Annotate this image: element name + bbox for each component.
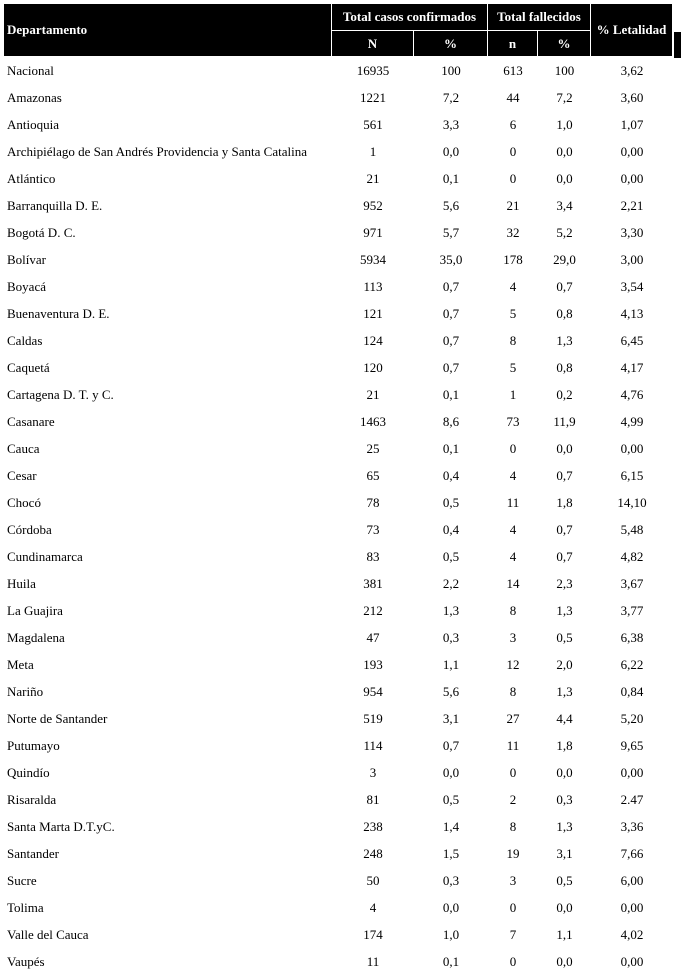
- cell-letalidad: 2.47: [620, 791, 644, 807]
- cell-fallecidos-n: 27: [506, 710, 520, 726]
- header-total-casos: Total casos confirmados: [332, 4, 488, 31]
- cell-casos-pct: 100: [441, 62, 461, 78]
- cell-departamento: Cartagena D. T. y C.: [7, 386, 114, 402]
- cell-fallecidos-n: 4: [509, 548, 517, 564]
- cell-fallecidos-n: 32: [506, 224, 520, 240]
- letalidad-table: [4, 4, 673, 975]
- cell-casos-n: 113: [363, 278, 383, 294]
- cell-casos-pct: 0,5: [442, 548, 460, 564]
- cell-letalidad: 5,20: [620, 710, 644, 726]
- subheader-casos-n: N: [332, 31, 414, 57]
- table-row: [4, 84, 673, 111]
- cell-fallecidos-n: 11: [506, 494, 520, 510]
- cell-fallecidos-n: 4: [509, 521, 517, 537]
- cell-fallecidos-pct: 1,3: [556, 602, 573, 618]
- cell-fallecidos-pct: 0,5: [556, 872, 573, 888]
- cell-fallecidos-pct: 0,0: [556, 899, 573, 915]
- cell-fallecidos-pct: 3,4: [556, 197, 573, 213]
- cell-departamento: Vaupés: [7, 953, 45, 969]
- cell-fallecidos-n: 0: [509, 899, 517, 915]
- cell-fallecidos-n: 0: [509, 143, 517, 159]
- cell-casos-pct: 2,2: [442, 575, 460, 591]
- cell-casos-n: 16935: [356, 62, 390, 78]
- cell-casos-pct: 1,0: [442, 926, 460, 942]
- table-row: [4, 840, 673, 867]
- cell-departamento: Amazonas: [7, 89, 62, 105]
- cell-departamento: Cesar: [7, 467, 37, 483]
- cell-letalidad: 6,45: [620, 332, 644, 348]
- cell-letalidad: 3,77: [620, 602, 644, 618]
- table-row: [4, 489, 673, 516]
- cell-fallecidos-pct: 1,3: [556, 683, 573, 699]
- cell-casos-n: 248: [363, 845, 383, 861]
- cell-casos-n: 81: [366, 791, 380, 807]
- cell-casos-n: 47: [366, 629, 380, 645]
- cell-fallecidos-n: 4: [509, 467, 517, 483]
- cell-fallecidos-pct: 0,2: [556, 386, 573, 402]
- table-row: [4, 462, 673, 489]
- cell-casos-n: 1: [369, 143, 377, 159]
- cell-fallecidos-n: 613: [503, 62, 523, 78]
- cell-casos-pct: 0,4: [442, 521, 460, 537]
- cell-fallecidos-pct: 0,7: [556, 521, 573, 537]
- cell-casos-n: 120: [363, 359, 383, 375]
- cell-casos-n: 78: [366, 494, 380, 510]
- cell-departamento: Quindío: [7, 764, 50, 780]
- cell-departamento: Santa Marta D.T.yC.: [7, 818, 115, 834]
- cell-letalidad: 0,00: [620, 764, 644, 780]
- table-body: [4, 57, 673, 975]
- cell-casos-pct: 5,6: [442, 683, 460, 699]
- cell-departamento: Bogotá D. C.: [7, 224, 76, 240]
- header-departamento: Departamento: [4, 4, 332, 57]
- subheader-fallecidos-pct: %: [538, 31, 591, 57]
- cell-casos-pct: 35,0: [439, 251, 463, 267]
- cell-departamento: Caldas: [7, 332, 43, 348]
- cell-casos-n: 3: [369, 764, 377, 780]
- cell-departamento: Casanare: [7, 413, 55, 429]
- table-row: [4, 300, 673, 327]
- cell-casos-pct: 0,3: [442, 629, 460, 645]
- cell-casos-pct: 0,7: [442, 737, 460, 753]
- cell-fallecidos-pct: 29,0: [553, 251, 576, 267]
- cell-departamento: Meta: [7, 656, 34, 672]
- table-row: [4, 165, 673, 192]
- cell-casos-n: 4: [369, 899, 377, 915]
- cell-letalidad: 6,22: [620, 656, 644, 672]
- table-row: [4, 759, 673, 786]
- cell-casos-pct: 0,7: [442, 332, 460, 348]
- table-row: [4, 408, 673, 435]
- cell-fallecidos-pct: 1,1: [556, 926, 573, 942]
- cell-fallecidos-n: 11: [506, 737, 520, 753]
- table-row: [4, 219, 673, 246]
- table-row: [4, 651, 673, 678]
- subheader-fallecidos-n: n: [488, 31, 538, 57]
- cell-casos-pct: 1,5: [442, 845, 460, 861]
- cell-fallecidos-n: 0: [509, 170, 517, 186]
- cell-fallecidos-pct: 1,8: [556, 737, 573, 753]
- cell-casos-pct: 1,4: [442, 818, 460, 834]
- cell-fallecidos-n: 8: [509, 818, 517, 834]
- cell-fallecidos-n: 3: [509, 872, 517, 888]
- cell-fallecidos-pct: 1,3: [556, 818, 573, 834]
- table-row: [4, 624, 673, 651]
- table-row: [4, 543, 673, 570]
- cell-fallecidos-n: 12: [506, 656, 520, 672]
- cell-fallecidos-pct: 0,8: [556, 305, 573, 321]
- cell-fallecidos-pct: 0,0: [556, 953, 573, 969]
- cell-fallecidos-pct: 0,0: [556, 143, 573, 159]
- cell-casos-n: 73: [366, 521, 380, 537]
- cell-casos-n: 1463: [360, 413, 386, 429]
- cell-fallecidos-pct: 0,7: [556, 278, 573, 294]
- cell-fallecidos-pct: 1,0: [556, 116, 573, 132]
- table-row: [4, 678, 673, 705]
- cell-fallecidos-pct: 2,0: [556, 656, 573, 672]
- cell-casos-n: 212: [363, 602, 383, 618]
- cell-letalidad: 4,17: [620, 359, 644, 375]
- cell-casos-pct: 0,7: [442, 359, 460, 375]
- cell-letalidad: 4,13: [620, 305, 644, 321]
- cell-casos-n: 65: [366, 467, 380, 483]
- cell-casos-pct: 3,1: [442, 710, 460, 726]
- cell-fallecidos-pct: 1,3: [556, 332, 573, 348]
- table-row: [4, 705, 673, 732]
- cell-departamento: Sucre: [7, 872, 37, 888]
- cell-fallecidos-pct: 0,0: [556, 170, 573, 186]
- cell-fallecidos-n: 0: [509, 764, 517, 780]
- cell-departamento: Atlántico: [7, 170, 56, 186]
- cell-fallecidos-n: 178: [503, 251, 523, 267]
- cell-fallecidos-n: 8: [509, 683, 517, 699]
- cell-letalidad: 3,54: [620, 278, 644, 294]
- cell-casos-n: 11: [366, 953, 380, 969]
- table-row: [4, 921, 673, 948]
- cell-casos-n: 381: [363, 575, 383, 591]
- cell-letalidad: 4,76: [620, 386, 644, 402]
- cell-departamento: Cundinamarca: [7, 548, 83, 564]
- cell-departamento: Buenaventura D. E.: [7, 305, 110, 321]
- cell-fallecidos-n: 5: [509, 359, 517, 375]
- cell-casos-n: 238: [363, 818, 383, 834]
- cell-casos-n: 561: [363, 116, 383, 132]
- cell-casos-pct: 0,1: [442, 170, 460, 186]
- cell-fallecidos-n: 0: [509, 953, 517, 969]
- cell-letalidad: 3,00: [620, 251, 644, 267]
- cell-casos-pct: 5,6: [442, 197, 460, 213]
- cell-letalidad: 0,84: [620, 683, 644, 699]
- cell-fallecidos-pct: 7,2: [556, 89, 573, 105]
- cell-casos-pct: 1,1: [442, 656, 460, 672]
- table-row: [4, 516, 673, 543]
- cell-letalidad: 9,65: [620, 737, 644, 753]
- cell-fallecidos-n: 5: [509, 305, 517, 321]
- cell-letalidad: 1,07: [620, 116, 644, 132]
- cell-fallecidos-pct: 0,7: [556, 548, 573, 564]
- cell-casos-pct: 7,2: [442, 89, 460, 105]
- cell-casos-pct: 0,5: [442, 494, 460, 510]
- cell-departamento: Huila: [7, 575, 36, 591]
- cell-fallecidos-pct: 1,8: [556, 494, 573, 510]
- cell-fallecidos-pct: 0,7: [556, 467, 573, 483]
- table-row: [4, 813, 673, 840]
- cell-letalidad: 5,48: [620, 521, 644, 537]
- cell-fallecidos-pct: 5,2: [556, 224, 573, 240]
- cell-casos-n: 193: [363, 656, 383, 672]
- cell-departamento: Bolívar: [7, 251, 46, 267]
- cell-casos-pct: 0,4: [442, 467, 460, 483]
- subheader-casos-pct: %: [414, 31, 488, 57]
- cell-casos-n: 971: [363, 224, 383, 240]
- cell-departamento: Córdoba: [7, 521, 52, 537]
- cell-departamento: Nacional: [7, 62, 54, 78]
- header-letalidad: % Letalidad: [591, 4, 673, 57]
- cell-casos-n: 124: [363, 332, 383, 348]
- cell-fallecidos-pct: 2,3: [556, 575, 573, 591]
- cell-casos-pct: 0,0: [442, 143, 460, 159]
- cell-casos-n: 83: [366, 548, 380, 564]
- cell-fallecidos-n: 4: [509, 278, 517, 294]
- cell-casos-pct: 5,7: [442, 224, 460, 240]
- header-edge-stub: [674, 32, 681, 58]
- cell-letalidad: 14,10: [617, 494, 647, 510]
- cell-fallecidos-n: 19: [506, 845, 520, 861]
- cell-casos-n: 21: [366, 170, 380, 186]
- cell-casos-pct: 0,1: [442, 440, 460, 456]
- cell-fallecidos-n: 3: [509, 629, 517, 645]
- cell-letalidad: 4,99: [620, 413, 644, 429]
- table-row: [4, 867, 673, 894]
- cell-letalidad: 3,60: [620, 89, 644, 105]
- cell-fallecidos-pct: 0,8: [556, 359, 573, 375]
- table-row: [4, 192, 673, 219]
- table-row: [4, 435, 673, 462]
- cell-fallecidos-n: 6: [509, 116, 517, 132]
- cell-casos-n: 21: [366, 386, 380, 402]
- cell-departamento: Nariño: [7, 683, 44, 699]
- cell-casos-n: 954: [363, 683, 383, 699]
- cell-casos-n: 5934: [360, 251, 386, 267]
- cell-casos-n: 121: [363, 305, 383, 321]
- cell-casos-n: 952: [363, 197, 383, 213]
- cell-letalidad: 6,15: [620, 467, 644, 483]
- cell-fallecidos-n: 21: [506, 197, 520, 213]
- table-row: [4, 354, 673, 381]
- cell-departamento: Barranquilla D. E.: [7, 197, 103, 213]
- cell-letalidad: 3,67: [620, 575, 644, 591]
- cell-casos-n: 519: [363, 710, 383, 726]
- cell-fallecidos-n: 1: [509, 386, 517, 402]
- cell-departamento: Boyacá: [7, 278, 46, 294]
- cell-fallecidos-n: 73: [506, 413, 520, 429]
- table-row: [4, 786, 673, 813]
- cell-letalidad: 0,00: [620, 170, 644, 186]
- table-row: [4, 948, 673, 975]
- cell-letalidad: 6,38: [620, 629, 644, 645]
- cell-casos-pct: 0,7: [442, 278, 460, 294]
- cell-fallecidos-n: 0: [509, 440, 517, 456]
- cell-letalidad: 3,36: [620, 818, 644, 834]
- cell-fallecidos-n: 8: [509, 602, 517, 618]
- cell-letalidad: 4,02: [620, 926, 644, 942]
- cell-casos-pct: 0,5: [442, 791, 460, 807]
- cell-casos-pct: 3,3: [442, 116, 460, 132]
- cell-casos-pct: 0,3: [442, 872, 460, 888]
- cell-letalidad: 6,00: [620, 872, 644, 888]
- cell-departamento: Norte de Santander: [7, 710, 108, 726]
- cell-departamento: Putumayo: [7, 737, 60, 753]
- table-row: [4, 111, 673, 138]
- cell-letalidad: 0,00: [620, 143, 644, 159]
- table-row: [4, 381, 673, 408]
- cell-casos-n: 174: [363, 926, 383, 942]
- cell-fallecidos-n: 7: [509, 926, 517, 942]
- cell-casos-pct: 0,0: [442, 899, 460, 915]
- header-total-fallecidos: Total fallecidos: [488, 4, 591, 31]
- cell-departamento: Santander: [7, 845, 59, 861]
- cell-letalidad: 7,66: [620, 845, 644, 861]
- cell-fallecidos-pct: 0,3: [556, 791, 573, 807]
- cell-departamento: Magdalena: [7, 629, 65, 645]
- cell-fallecidos-pct: 0,5: [556, 629, 573, 645]
- cell-fallecidos-pct: 0,0: [556, 440, 573, 456]
- cell-departamento: Chocó: [7, 494, 41, 510]
- cell-letalidad: 0,00: [620, 899, 644, 915]
- cell-fallecidos-pct: 100: [554, 62, 575, 78]
- cell-fallecidos-n: 8: [509, 332, 517, 348]
- table-row: [4, 138, 673, 165]
- cell-fallecidos-n: 44: [506, 89, 520, 105]
- cell-fallecidos-pct: 0,0: [556, 764, 573, 780]
- cell-departamento: Antioquia: [7, 116, 59, 132]
- cell-casos-n: 1221: [360, 89, 386, 105]
- cell-casos-pct: 0,1: [442, 953, 460, 969]
- cell-letalidad: 2,21: [620, 197, 644, 213]
- cell-fallecidos-n: 14: [506, 575, 520, 591]
- cell-departamento: Risaralda: [7, 791, 57, 807]
- table-row: [4, 732, 673, 759]
- cell-fallecidos-pct: 4,4: [556, 710, 573, 726]
- cell-departamento: La Guajira: [7, 602, 63, 618]
- cell-casos-n: 25: [366, 440, 380, 456]
- table-row: [4, 597, 673, 624]
- cell-casos-pct: 8,6: [442, 413, 460, 429]
- table-row: [4, 570, 673, 597]
- cell-departamento: Tolima: [7, 899, 44, 915]
- table-row: [4, 327, 673, 354]
- cell-casos-pct: 0,7: [442, 305, 460, 321]
- cell-fallecidos-n: 2: [509, 791, 517, 807]
- cell-casos-n: 114: [363, 737, 383, 753]
- cell-casos-pct: 1,3: [442, 602, 460, 618]
- cell-letalidad: 3,62: [620, 62, 644, 78]
- table-header: [4, 4, 673, 57]
- cell-departamento: Cauca: [7, 440, 40, 456]
- cell-casos-pct: 0,1: [442, 386, 460, 402]
- table-row: [4, 57, 673, 84]
- cell-letalidad: 4,82: [620, 548, 644, 564]
- cell-departamento: Caquetá: [7, 359, 50, 375]
- table-row: [4, 894, 673, 921]
- cell-casos-n: 50: [366, 872, 380, 888]
- cell-casos-pct: 0,0: [442, 764, 460, 780]
- cell-fallecidos-pct: 3,1: [556, 845, 573, 861]
- table-row: [4, 246, 673, 273]
- table-row: [4, 273, 673, 300]
- cell-letalidad: 0,00: [620, 440, 644, 456]
- cell-fallecidos-pct: 11,9: [553, 413, 576, 429]
- cell-departamento: Valle del Cauca: [7, 926, 89, 942]
- cell-letalidad: 3,30: [620, 224, 644, 240]
- cell-departamento: Archipiélago de San Andrés Providencia y Santa Catalina: [7, 143, 308, 159]
- cell-letalidad: 0,00: [620, 953, 644, 969]
